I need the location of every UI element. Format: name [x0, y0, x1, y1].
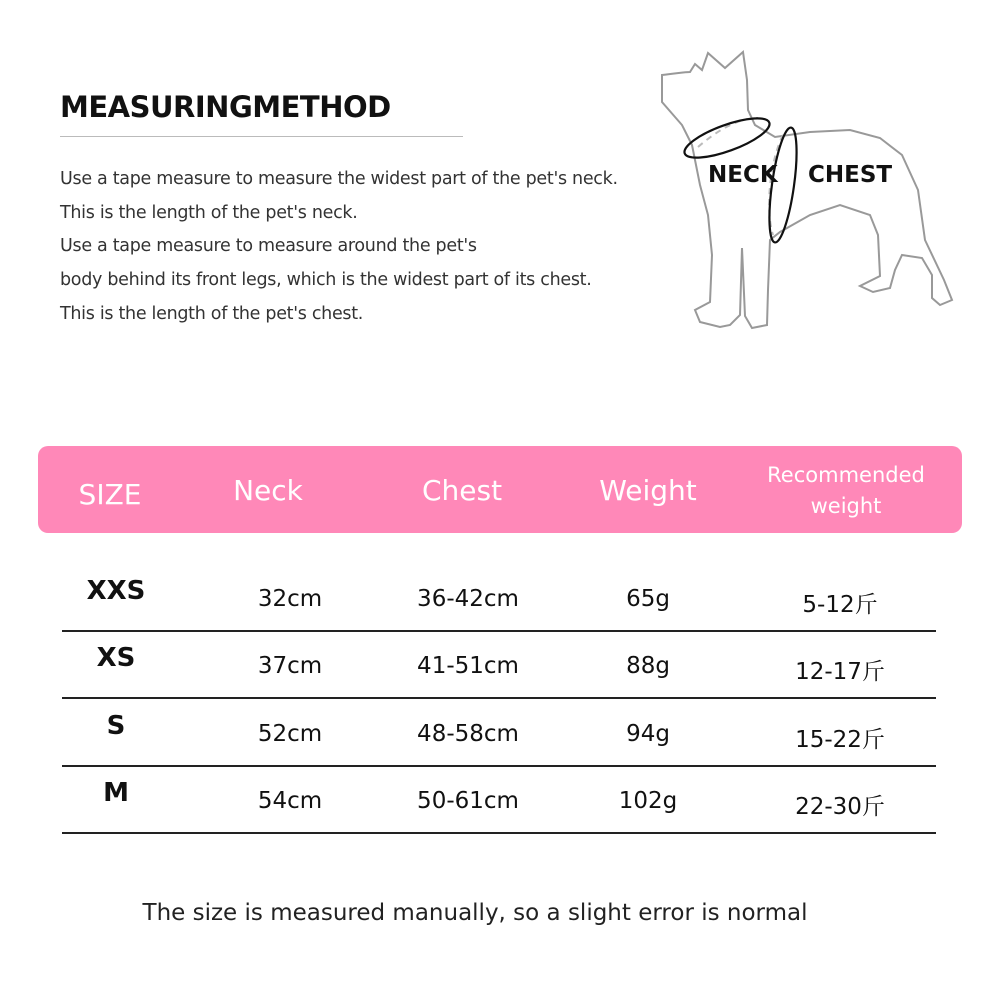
cell-weight: 102g	[618, 788, 678, 814]
cell-weight: 65g	[626, 586, 670, 612]
cell-recommended: 12-17斤	[795, 659, 885, 685]
cell-chest: 36-42cm	[417, 586, 519, 612]
cell-size: XXS	[86, 576, 146, 606]
cell-neck: 32cm	[257, 586, 323, 612]
dog-outline-icon	[640, 40, 970, 340]
description-line: This is the length of the pet's neck.	[60, 202, 358, 223]
table-row	[62, 766, 936, 834]
header-weight: Weight	[599, 474, 697, 507]
description-line: Use a tape measure to measure around the pet's	[60, 236, 477, 257]
description-line: Use a tape measure to measure the widest part of the pet's neck.	[60, 169, 618, 189]
cell-size: M	[103, 778, 129, 808]
measuring-description	[60, 163, 618, 332]
cell-size: XS	[96, 643, 136, 673]
dog-measure-diagram	[640, 40, 970, 340]
header-neck: Neck	[233, 474, 303, 507]
neck-label: NECK	[708, 162, 778, 188]
table-row	[62, 631, 936, 699]
cell-weight: 88g	[626, 653, 670, 679]
cell-weight: 94g	[626, 721, 670, 747]
cell-chest: 41-51cm	[417, 653, 519, 679]
cell-size: S	[106, 711, 126, 741]
cell-chest: 50-61cm	[417, 788, 519, 814]
header-size: SIZE	[78, 478, 142, 511]
description-line: body behind its front legs, which is the widest part of its chest.	[60, 270, 592, 291]
header-rec-line: Recommended	[767, 463, 925, 487]
header-recommended-weight	[767, 460, 925, 522]
header-rec-line: weight	[810, 494, 882, 518]
footer-note: The size is measured manually, so a slight error is normal	[142, 900, 808, 926]
header-chest: Chest	[421, 474, 503, 507]
cell-neck: 37cm	[257, 653, 323, 679]
chest-label: CHEST	[808, 162, 893, 188]
table-header	[38, 446, 962, 533]
cell-chest: 48-58cm	[417, 721, 519, 747]
table-row	[62, 699, 936, 767]
cell-neck: 54cm	[257, 788, 323, 814]
table-row	[62, 564, 936, 632]
description-line: This is the length of the pet's chest.	[60, 303, 364, 324]
title-divider	[60, 136, 463, 137]
cell-recommended: 15-22斤	[795, 727, 885, 753]
row-divider	[62, 832, 936, 834]
cell-recommended: 5-12斤	[802, 592, 878, 618]
section-title: MEASURINGMETHOD	[60, 90, 391, 124]
cell-recommended: 22-30斤	[795, 794, 885, 820]
cell-neck: 52cm	[257, 721, 323, 747]
